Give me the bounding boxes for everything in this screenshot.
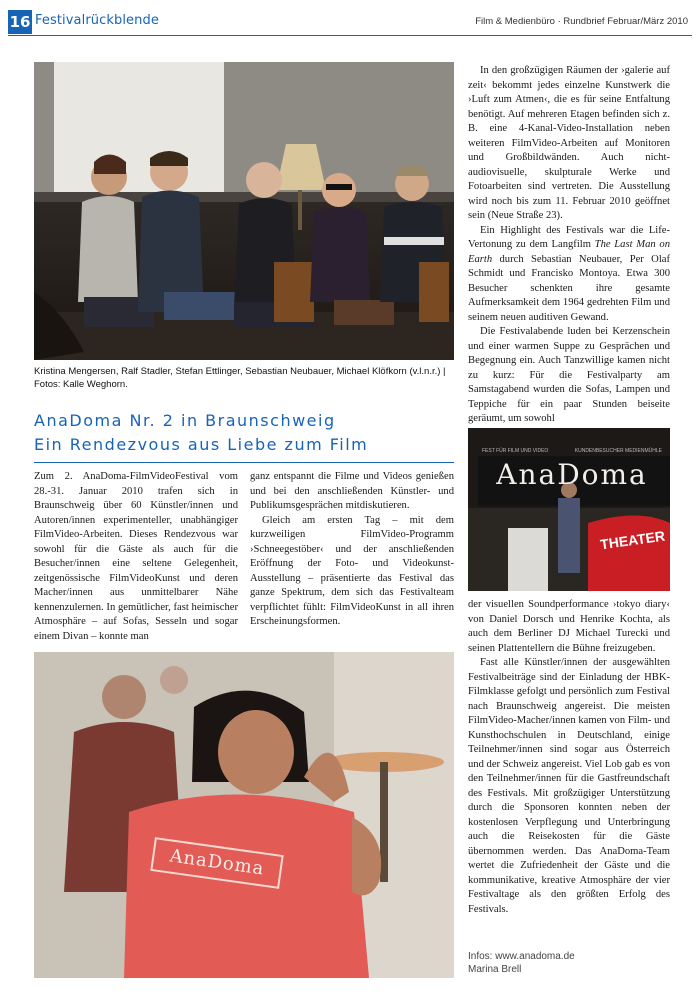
headline-divider (34, 462, 454, 463)
article-headline (34, 409, 454, 457)
panel-photo-illustration (34, 62, 454, 360)
paragraph: Die Festivalabende luden bei Kerzenschein und einer warmen Suppe zu Gesprächen und Begegnung ein. Auch Tanzwillige kamen nicht zu kurz: Für die Festivalparty am Samstagabend wurden die Sofas, Lampen und Teppiche für ein paar Stunden beiseite geräumt, um sowohl (468, 326, 670, 424)
paragraph: Fast alle Künstler/innen der ausgewählten Festivalbeiträge sind der Einladung der HBK-Filmklasse gefolgt und persönlich zum Festival nach Braunschweig angereist. Die meisten FilmVideo-Macher/innen kamen von Film- und Kunsthochschulen in Deutschland, einige Teilnehmer/innen sind sogar aus Österreich und der Schweiz angereist. Viel Lob gab es von den Teilnehmer/innen für die Gastfreundschaft des Festivals. Mit großzügiger Unterstützung durch die Sponsoren konnten neben der kostenlosen Verpflegung und Unterbringung auch die Reisekosten für die Gäste übernommen werden. Das AnaDoma-Team wertet die Zufriedenheit der Gäste und die kommunikative, kreative Atmosphäre der vier Festivaltage als den größten Erfolg des Festivals. (468, 657, 670, 915)
paragraph: Zum 2. AnaDoma-FilmVideoFestival vom 28.-31. Januar 2010 trafen sich in Braunschweig über 60 Künstler/innen und Autoren/innen experimenteller, unabhängiger FilmVideo-Arbeiten. Dieses Rendezvous war sowohl für die Gäste als auch für die Besucher/innen eine seltene Gelegenheit, zeitgenössische FilmVideoKunst und deren Macher/innen aus unmittelbarer Nähe kennenzulernen. In gemütlicher, fast heimischer Atmosphäre – auf Sofas, Sesseln und sogar einem Divan – konnte man (34, 471, 238, 642)
sign-top-right-text: KUNDENBESUCHER MEDIENMÜHLE (574, 448, 662, 454)
infos-link: Infos: www.anadoma.de (468, 951, 575, 962)
page-header (8, 10, 692, 36)
photo-anadoma-sign (468, 428, 670, 591)
photo1-caption: Kristina Mengersen, Ralf Stadler, Stefan Ettlinger, Sebastian Neubauer, Michael Klöfkorn (v.l.n.r.) | Fotos: Kalle Weghorn. (34, 366, 446, 390)
film-title: The Last Man on Earth (468, 239, 670, 265)
page-number: 16 (8, 10, 32, 34)
paragraph (468, 224, 670, 326)
article-column-3-top (468, 64, 670, 427)
paragraph: ganz entspannt die Filme und Videos genießen und bei den anschließenden Künstler- und Publikumsgesprächen mitdiskutieren. (250, 471, 454, 511)
shirt-photo-illustration (34, 652, 454, 978)
sign-theater-text: THEATER (599, 527, 666, 553)
paragraph: der visuellen Soundperformance ›tokyo diary‹ von Daniel Dorsch und Henrike Kochta, als auch dem Berliner DJ Michael Turecki und seinen Plattentellern die Bühne freizugeben. (468, 599, 670, 654)
sign-top-left-text: FEST FÜR FILM UND VIDEO (482, 448, 549, 454)
sign-anadoma-text: AnaDoma (496, 458, 648, 491)
photo-panel-discussion (34, 62, 454, 360)
article-column-2 (250, 470, 454, 630)
headline-line1: AnaDoma Nr. 2 in Braunschweig (34, 411, 336, 430)
shirt-anadoma-logo: AnaDoma (150, 837, 283, 889)
author-name: Marina Brell (468, 964, 522, 975)
publication-info: Film & Medienbüro · Rundbrief Februar/März 2010 (475, 16, 688, 27)
paragraph: Gleich am ersten Tag – mit dem kurzweiligen FilmVideo-Programm ›Schneegestöber‹ und der anschließenden Eröffnung der Foto- und Videokunst-Ausstellung – präsentierte das Festival das ganze Spektrum, dem sich das Festivalteam verpflichtet fühlt: FilmVideoKunst in all ihren Erscheinungsformen. (250, 514, 454, 627)
header-divider (8, 35, 692, 36)
article-column-3-bottom (468, 598, 670, 917)
photo-anadoma-shirt (34, 652, 454, 978)
paragraph-text: Ein Highlight des Festivals war die Life-Vertonung zu dem Langfilm (468, 224, 670, 250)
article-column-1 (34, 470, 238, 644)
paragraph: In den großzügigen Räumen der ›galerie auf zeit‹ bekommt jedes einzelne Kunstwerk die ›Luft zum Atmen‹, die es für seine Entfaltung benötigt. Auf mehreren Etagen befinden sich z. B. eine 4-Kanal-Video-Installation neben weiteren FilmVideo-Arbeiten auf Monitoren und Großbildwänden. Auch nicht-audiovisuelle, skulpturale Werke und Fotoarbeiten sind vertreten. Die Ausstellung wird noch bis zum 11. Februar 2010 geöffnet sein (Neue Straße 23). (468, 65, 670, 221)
paragraph-text: durch Sebastian Neubauer, Per Olaf Schmidt und Francisko Montoya. Etwa 300 Besucher schenkten ihre gesamte Aufmerksamkeit dem 1964 gedrehten Film und seinem neuen auditiven Gewand. (468, 253, 670, 323)
section-title: Festivalrückblende (35, 13, 159, 28)
article-footer (468, 950, 670, 976)
headline-line2: Ein Rendezvous aus Liebe zum Film (34, 435, 369, 454)
